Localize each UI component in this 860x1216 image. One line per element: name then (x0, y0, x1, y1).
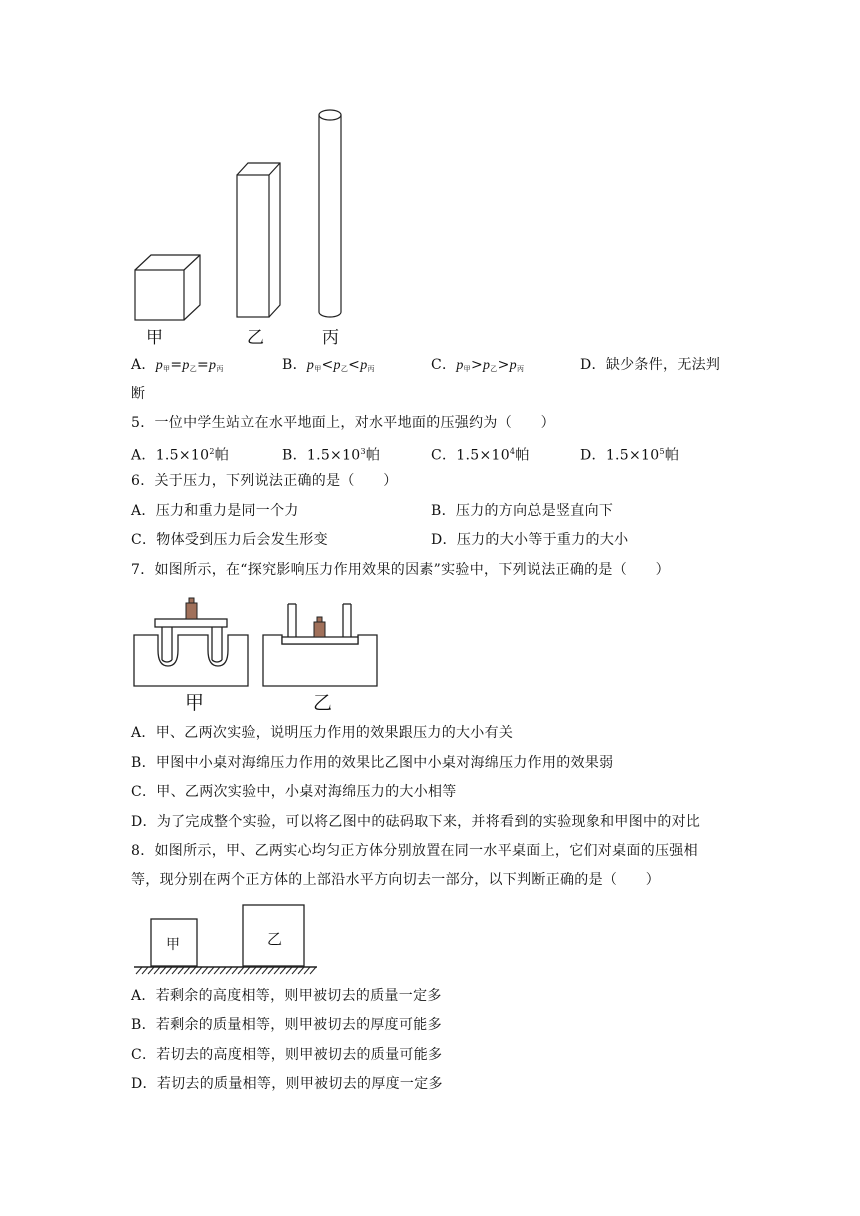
q7-option-a: A．甲、乙两次实验，说明压力作用的效果跟压力的大小有关 (131, 725, 514, 741)
q4-label-jia: 甲 (146, 328, 163, 348)
q7-option-d: D．为了完成整个实验，可以将乙图中的砝码取下来，并将看到的实验现象和甲图中的对比 (131, 814, 701, 830)
q6-option-d: D．压力的大小等于重力的大小 (431, 532, 629, 548)
prism-yi (237, 163, 280, 317)
q8-option-b: B．若剩余的质量相等，则甲被切去的厚度可能多 (131, 1017, 442, 1033)
q7-setup-jia (134, 619, 248, 686)
cylinder-bing (319, 110, 341, 317)
q8-option-c: C．若切去的高度相等，则甲被切去的质量可能多 (131, 1047, 443, 1063)
q7-option-b: B．甲图中小桌对海绵压力作用的效果比乙图中小桌对海绵压力作用的效果弱 (131, 755, 614, 771)
q7-label-jia: 甲 (185, 692, 205, 714)
q5-option-a: A．$1.5\times 10^2$帕 (131, 447, 230, 464)
q6-option-a: A．压力和重力是同一个力 (131, 503, 299, 519)
q4-option-b: B．$p_甲<p_乙<p_丙$ (282, 357, 375, 373)
q8-figure (0, 900, 860, 980)
q5-stem: 5．一位中学生站立在水平地面上，对水平地面的压强约为（ ） (131, 415, 555, 431)
q7-figure (0, 590, 860, 690)
q7-stem: 7．如图所示，在“探究影响压力作用效果的因素”实验中，下列说法正确的是（ ） (131, 562, 670, 578)
q4-label-yi: 乙 (247, 328, 264, 348)
q8-label-jia: 甲 (166, 937, 180, 953)
q7-label-yi: 乙 (313, 692, 333, 714)
q8-option-a: A．若剩余的高度相等，则甲被切去的质量一定多 (131, 988, 442, 1004)
q7-weight-yi (314, 617, 325, 637)
q4-label-bing: 丙 (322, 328, 339, 348)
q4-figure (0, 0, 860, 340)
q6-stem: 6．关于压力，下列说法正确的是（ ） (131, 473, 398, 489)
q6-option-c: C．物体受到压力后会发生形变 (131, 532, 328, 548)
q8-hatching (136, 967, 316, 974)
cube-jia (135, 255, 200, 320)
q7-option-c: C．甲、乙两次实验中，小桌对海绵压力的大小相等 (131, 784, 457, 800)
q4-option-d: D．缺少条件，无法判 (580, 357, 721, 373)
q5-option-b: B．$1.5\times 10^3$帕 (282, 447, 381, 464)
q5-option-c: C．$1.5\times 10^4$帕 (431, 447, 530, 464)
q4-option-c: C．$p_甲>p_乙>p_丙$ (431, 357, 525, 373)
q8-stem-line1: 8．如图所示，甲、乙两实心均匀正方体分别放置在同一水平桌面上，它们对桌面的压强相 (131, 843, 698, 859)
q5-option-d: D．$1.5\times 10^5$帕 (580, 447, 680, 464)
q6-option-b: B．压力的方向总是竖直向下 (431, 503, 614, 519)
q7-setup-yi (263, 604, 377, 686)
q4-option-a: A．$p_甲=p_乙=p_丙$ (131, 357, 224, 373)
q4-option-d-cont: 断 (131, 386, 146, 402)
q8-option-d: D．若切去的质量相等，则甲被切去的厚度一定多 (131, 1076, 443, 1092)
q7-weight-jia (186, 598, 197, 619)
q8-stem-line2: 等，现分别在两个正方体的上部沿水平方向切去一部分，以下判断正确的是（ ） (131, 872, 661, 888)
q8-label-yi: 乙 (267, 930, 283, 948)
